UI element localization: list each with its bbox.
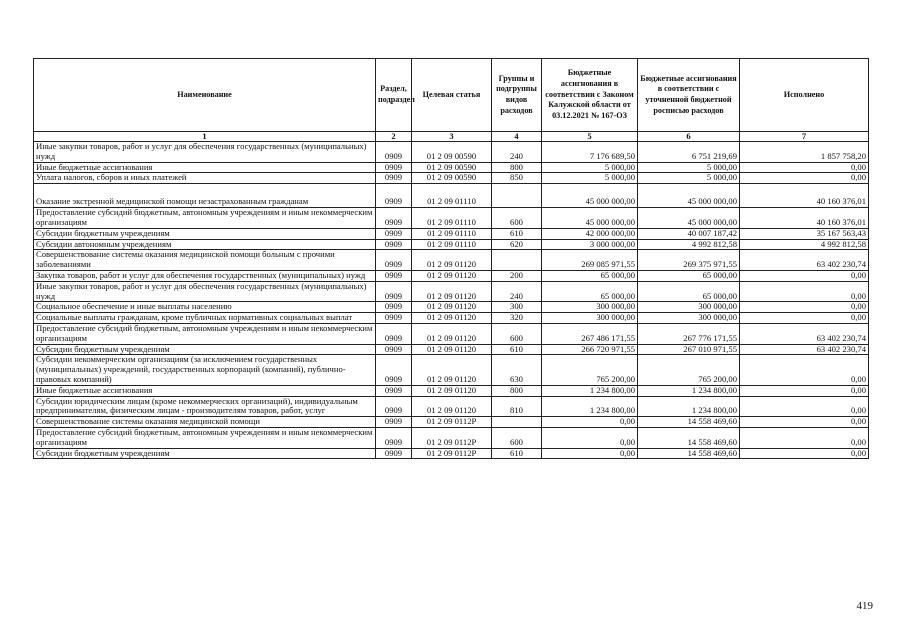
- cell-revised-amount: 4 992 812,58: [638, 239, 740, 250]
- cell-executed-amount: 63 402 230,74: [740, 250, 869, 271]
- cell-executed-amount: 35 167 563,43: [740, 228, 869, 239]
- cell-executed-amount: 40 160 376,01: [740, 184, 869, 208]
- cell-law-amount: 0,00: [542, 448, 638, 459]
- cell-law-amount: 300 000,00: [542, 313, 638, 324]
- table-row: [34, 355, 869, 385]
- cell-section: 0909: [376, 281, 412, 302]
- cell-revised-amount: 45 000 000,00: [638, 184, 740, 208]
- cell-revised-amount: 300 000,00: [638, 302, 740, 313]
- header-executed: Исполнено: [740, 59, 869, 132]
- table-body: [34, 142, 869, 459]
- table-row: [34, 281, 869, 302]
- cell-law-amount: 0,00: [542, 427, 638, 448]
- cell-section: 0909: [376, 344, 412, 355]
- cell-name: Предоставление субсидий бюджетным, автономным учреждениям и иным некоммерческим организациям: [34, 427, 376, 448]
- cell-name: Предоставление субсидий бюджетным, автономным учреждениям и иным некоммерческим организациям: [34, 323, 376, 344]
- cell-law-amount: 266 720 971,55: [542, 344, 638, 355]
- cell-section: 0909: [376, 250, 412, 271]
- cell-section: 0909: [376, 173, 412, 184]
- cell-law-amount: 1 234 800,00: [542, 385, 638, 396]
- cell-section: 0909: [376, 270, 412, 281]
- cell-target: 01 2 09 0112Р: [412, 427, 492, 448]
- table-row: [34, 302, 869, 313]
- cell-section: 0909: [376, 239, 412, 250]
- cell-target: 01 2 09 01120: [412, 323, 492, 344]
- header-groups: Группы и подгруппы видов расходов: [492, 59, 542, 132]
- cell-name: Иные закупки товаров, работ и услуг для обеспечения государственных (муниципальных) нужд: [34, 281, 376, 302]
- cell-revised-amount: 65 000,00: [638, 270, 740, 281]
- column-number: 2: [376, 132, 412, 142]
- cell-group: 240: [492, 281, 542, 302]
- cell-name: Социальное обеспечение и иные выплаты населению: [34, 302, 376, 313]
- table-row: [34, 427, 869, 448]
- cell-group: 600: [492, 323, 542, 344]
- column-number-row: [34, 132, 869, 142]
- cell-section: 0909: [376, 323, 412, 344]
- cell-law-amount: 0,00: [542, 417, 638, 428]
- cell-section: 0909: [376, 448, 412, 459]
- cell-executed-amount: 0,00: [740, 270, 869, 281]
- cell-target: 01 2 09 01120: [412, 250, 492, 271]
- cell-executed-amount: 4 992 812,58: [740, 239, 869, 250]
- cell-target: 01 2 09 01120: [412, 385, 492, 396]
- cell-group: 610: [492, 448, 542, 459]
- column-number: 5: [542, 132, 638, 142]
- table-row: [34, 184, 869, 208]
- cell-revised-amount: 1 234 800,00: [638, 396, 740, 417]
- cell-executed-amount: 0,00: [740, 355, 869, 385]
- cell-target: 01 2 09 01120: [412, 355, 492, 385]
- table-row: [34, 142, 869, 163]
- page-number: 419: [856, 600, 873, 612]
- table-row: [34, 344, 869, 355]
- cell-group: 610: [492, 344, 542, 355]
- cell-executed-amount: 63 402 230,74: [740, 344, 869, 355]
- cell-law-amount: 765 200,00: [542, 355, 638, 385]
- cell-section: 0909: [376, 427, 412, 448]
- cell-group: 630: [492, 355, 542, 385]
- cell-group: 800: [492, 162, 542, 173]
- cell-name: Совершенствование системы оказания медицинской помощи больным с прочими заболеваниями: [34, 250, 376, 271]
- cell-name: Субсидии бюджетным учреждениям: [34, 344, 376, 355]
- table-row: [34, 396, 869, 417]
- cell-name: Субсидии бюджетным учреждениям: [34, 228, 376, 239]
- cell-revised-amount: 300 000,00: [638, 313, 740, 324]
- cell-section: 0909: [376, 142, 412, 163]
- cell-revised-amount: 269 375 971,55: [638, 250, 740, 271]
- cell-revised-amount: 267 010 971,55: [638, 344, 740, 355]
- header-revised: Бюджетные ассигнования в соответствии с уточненной бюджетной росписью расходов: [638, 59, 740, 132]
- cell-target: 01 2 09 01110: [412, 239, 492, 250]
- cell-target: 01 2 09 01120: [412, 281, 492, 302]
- table-row: [34, 173, 869, 184]
- cell-revised-amount: 5 000,00: [638, 173, 740, 184]
- cell-group: 610: [492, 228, 542, 239]
- cell-section: 0909: [376, 355, 412, 385]
- cell-law-amount: 7 176 689,50: [542, 142, 638, 163]
- cell-section: 0909: [376, 228, 412, 239]
- cell-target: 01 2 09 01120: [412, 344, 492, 355]
- column-number: 6: [638, 132, 740, 142]
- cell-revised-amount: 6 751 219,69: [638, 142, 740, 163]
- cell-target: 01 2 09 00590: [412, 162, 492, 173]
- cell-target: 01 2 09 0112Р: [412, 417, 492, 428]
- cell-group: 600: [492, 427, 542, 448]
- cell-name: Субсидии некоммерческим организациям (за исключением государственных (муниципальных) учреждений, государственных корпораций (компаний), публично-правовых компаний): [34, 355, 376, 385]
- cell-revised-amount: 14 558 469,60: [638, 427, 740, 448]
- cell-group: 200: [492, 270, 542, 281]
- cell-law-amount: 65 000,00: [542, 281, 638, 302]
- cell-name: Субсидии бюджетным учреждениям: [34, 448, 376, 459]
- cell-executed-amount: 0,00: [740, 173, 869, 184]
- cell-name: Иные закупки товаров, работ и услуг для обеспечения государственных (муниципальных) нужд: [34, 142, 376, 163]
- cell-executed-amount: 0,00: [740, 162, 869, 173]
- cell-group: 620: [492, 239, 542, 250]
- cell-group: 800: [492, 385, 542, 396]
- cell-name: Совершенствование системы оказания медицинской помощи: [34, 417, 376, 428]
- cell-target: 01 2 09 01120: [412, 396, 492, 417]
- column-number: 4: [492, 132, 542, 142]
- cell-executed-amount: 0,00: [740, 281, 869, 302]
- cell-executed-amount: 0,00: [740, 385, 869, 396]
- table-row: [34, 417, 869, 428]
- cell-target: 01 2 09 01110: [412, 184, 492, 208]
- cell-revised-amount: 14 558 469,60: [638, 417, 740, 428]
- table-row: [34, 208, 869, 229]
- table-row: [34, 313, 869, 324]
- cell-section: 0909: [376, 313, 412, 324]
- header-target: Целевая статья: [412, 59, 492, 132]
- cell-revised-amount: 14 558 469,60: [638, 448, 740, 459]
- column-number: 3: [412, 132, 492, 142]
- cell-section: 0909: [376, 208, 412, 229]
- cell-section: 0909: [376, 396, 412, 417]
- cell-executed-amount: 0,00: [740, 427, 869, 448]
- cell-executed-amount: 40 160 376,01: [740, 208, 869, 229]
- cell-target: 01 2 09 01110: [412, 228, 492, 239]
- table-row: [34, 239, 869, 250]
- cell-name: Субсидии автономным учреждениям: [34, 239, 376, 250]
- cell-target: 01 2 09 01110: [412, 208, 492, 229]
- cell-group: [492, 250, 542, 271]
- cell-law-amount: 45 000 000,00: [542, 184, 638, 208]
- cell-executed-amount: 63 402 230,74: [740, 323, 869, 344]
- table-row: [34, 270, 869, 281]
- table-row: [34, 228, 869, 239]
- cell-executed-amount: 0,00: [740, 448, 869, 459]
- cell-target: 01 2 09 01120: [412, 313, 492, 324]
- cell-law-amount: 1 234 800,00: [542, 396, 638, 417]
- cell-target: 01 2 09 0112Р: [412, 448, 492, 459]
- cell-section: 0909: [376, 162, 412, 173]
- cell-name: Социальные выплаты гражданам, кроме публичных нормативных социальных выплат: [34, 313, 376, 324]
- cell-group: 320: [492, 313, 542, 324]
- cell-target: 01 2 09 00590: [412, 173, 492, 184]
- cell-group: [492, 417, 542, 428]
- cell-name: Предоставление субсидий бюджетным, автономным учреждениям и иным некоммерческим организациям: [34, 208, 376, 229]
- cell-section: 0909: [376, 302, 412, 313]
- cell-section: 0909: [376, 417, 412, 428]
- table-row: [34, 323, 869, 344]
- cell-law-amount: 267 486 171,55: [542, 323, 638, 344]
- header-section: Раздел, подраздел: [376, 59, 412, 132]
- cell-target: 01 2 09 01120: [412, 270, 492, 281]
- cell-target: 01 2 09 00590: [412, 142, 492, 163]
- cell-executed-amount: 0,00: [740, 302, 869, 313]
- cell-law-amount: 269 085 971,55: [542, 250, 638, 271]
- cell-executed-amount: 1 857 758,20: [740, 142, 869, 163]
- cell-revised-amount: 45 000 000,00: [638, 208, 740, 229]
- column-number: 1: [34, 132, 376, 142]
- cell-revised-amount: 765 200,00: [638, 355, 740, 385]
- cell-name: Оказание экстренной медицинской помощи незастрахованным гражданам: [34, 184, 376, 208]
- table-row: [34, 448, 869, 459]
- cell-group: 810: [492, 396, 542, 417]
- cell-law-amount: 300 000,00: [542, 302, 638, 313]
- table-header-row: [34, 59, 869, 132]
- cell-group: [492, 184, 542, 208]
- column-number: 7: [740, 132, 869, 142]
- cell-executed-amount: 0,00: [740, 396, 869, 417]
- cell-name: Закупка товаров, работ и услуг для обеспечения государственных (муниципальных) нужд: [34, 270, 376, 281]
- table-row: [34, 162, 869, 173]
- cell-law-amount: 65 000,00: [542, 270, 638, 281]
- cell-section: 0909: [376, 385, 412, 396]
- header-name: Наименование: [34, 59, 376, 132]
- cell-revised-amount: 267 776 171,55: [638, 323, 740, 344]
- cell-law-amount: 45 000 000,00: [542, 208, 638, 229]
- table-row: [34, 385, 869, 396]
- cell-group: 300: [492, 302, 542, 313]
- header-law: Бюджетные ассигнования в соответствии с Законом Калужской области от 03.12.2021 № 167-ОЗ: [542, 59, 638, 132]
- cell-revised-amount: 5 000,00: [638, 162, 740, 173]
- cell-section: 0909: [376, 184, 412, 208]
- cell-name: Иные бюджетные ассигнования: [34, 162, 376, 173]
- cell-law-amount: 42 000 000,00: [542, 228, 638, 239]
- cell-group: 600: [492, 208, 542, 229]
- cell-revised-amount: 1 234 800,00: [638, 385, 740, 396]
- budget-table: [33, 58, 869, 459]
- cell-group: 240: [492, 142, 542, 163]
- cell-law-amount: 5 000,00: [542, 162, 638, 173]
- table-row: [34, 250, 869, 271]
- cell-law-amount: 3 000 000,00: [542, 239, 638, 250]
- cell-name: Иные бюджетные ассигнования: [34, 385, 376, 396]
- cell-group: 850: [492, 173, 542, 184]
- cell-revised-amount: 40 007 187,42: [638, 228, 740, 239]
- cell-executed-amount: 0,00: [740, 417, 869, 428]
- cell-executed-amount: 0,00: [740, 313, 869, 324]
- cell-law-amount: 5 000,00: [542, 173, 638, 184]
- cell-name: Субсидии юридическим лицам (кроме некоммерческих организаций), индивидуальным предпринимателям, физическим лицам - производителям товаров, работ, услуг: [34, 396, 376, 417]
- cell-name: Уплата налогов, сборов и иных платежей: [34, 173, 376, 184]
- cell-target: 01 2 09 01120: [412, 302, 492, 313]
- cell-revised-amount: 65 000,00: [638, 281, 740, 302]
